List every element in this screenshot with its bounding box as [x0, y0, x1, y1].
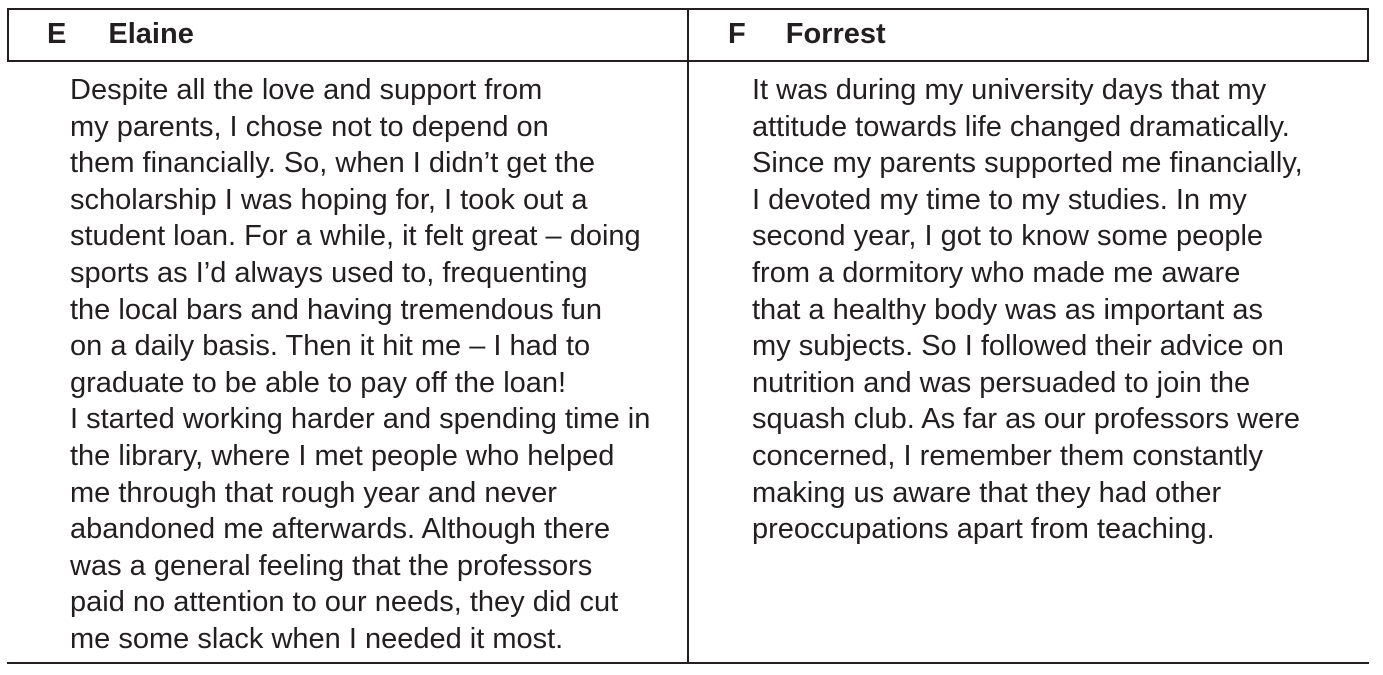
text-line: the local bars and having tremendous fun [70, 293, 603, 326]
text-line: I started working harder and spending time in [70, 403, 651, 436]
text-line: them financially. So, when I didn’t get the [70, 147, 595, 180]
text-line: me some slack when I needed it most. [70, 622, 564, 655]
text-line: attitude towards life changed dramatically. [752, 110, 1290, 143]
entry-text-forrest [752, 72, 1303, 548]
entry-heading-elaine [47, 17, 194, 51]
entry-letter: E [47, 18, 67, 50]
text-line: It was during my university days that my [752, 74, 1267, 106]
text-line: my subjects. So I followed their advice on [752, 330, 1284, 363]
text-line: from a dormitory who made me aware [752, 256, 1241, 289]
text-line: on a daily basis. Then it hit me – I had to [70, 330, 591, 363]
text-line: my parents, I chose not to depend on [70, 110, 549, 143]
text-line: that a healthy body was as important as [752, 293, 1264, 326]
entry-letter: F [728, 18, 746, 50]
text-line: preoccupations apart from teaching. [752, 513, 1215, 546]
text-line: abandoned me afterwards. Although there [70, 513, 611, 546]
text-line: paid no attention to our needs, they did cut [70, 586, 619, 619]
text-line: scholarship I was hoping for, I took out a [70, 183, 588, 216]
text-line: graduate to be able to pay off the loan! [70, 366, 567, 399]
text-line: student loan. For a while, it felt great – doing [70, 220, 641, 253]
text-line: concerned, I remember them constantly [752, 439, 1263, 472]
entry-text-elaine [70, 72, 650, 658]
entry-name: Forrest [785, 18, 886, 50]
text-line: Since my parents supported me financially, [752, 147, 1303, 180]
text-line: second year, I got to know some people [752, 220, 1264, 253]
text-line: making us aware that they had other [752, 476, 1222, 509]
text-line: nutrition and was persuaded to join the [752, 366, 1251, 399]
text-line: squash club. As far as our professors were [752, 403, 1301, 436]
text-line: the library, where I met people who helped [70, 439, 615, 472]
text-line: I devoted my time to my studies. In my [752, 183, 1247, 216]
text-line: Despite all the love and support from [70, 74, 543, 106]
column-divider [687, 8, 689, 664]
entry-name: Elaine [108, 18, 194, 50]
text-line: was a general feeling that the professors [70, 549, 593, 582]
table-bottom-rule [7, 662, 1369, 664]
entry-heading-forrest [728, 17, 886, 51]
text-line: me through that rough year and never [70, 476, 557, 509]
text-line: sports as I’d always used to, frequenting [70, 256, 588, 289]
profiles-table [7, 8, 1369, 664]
